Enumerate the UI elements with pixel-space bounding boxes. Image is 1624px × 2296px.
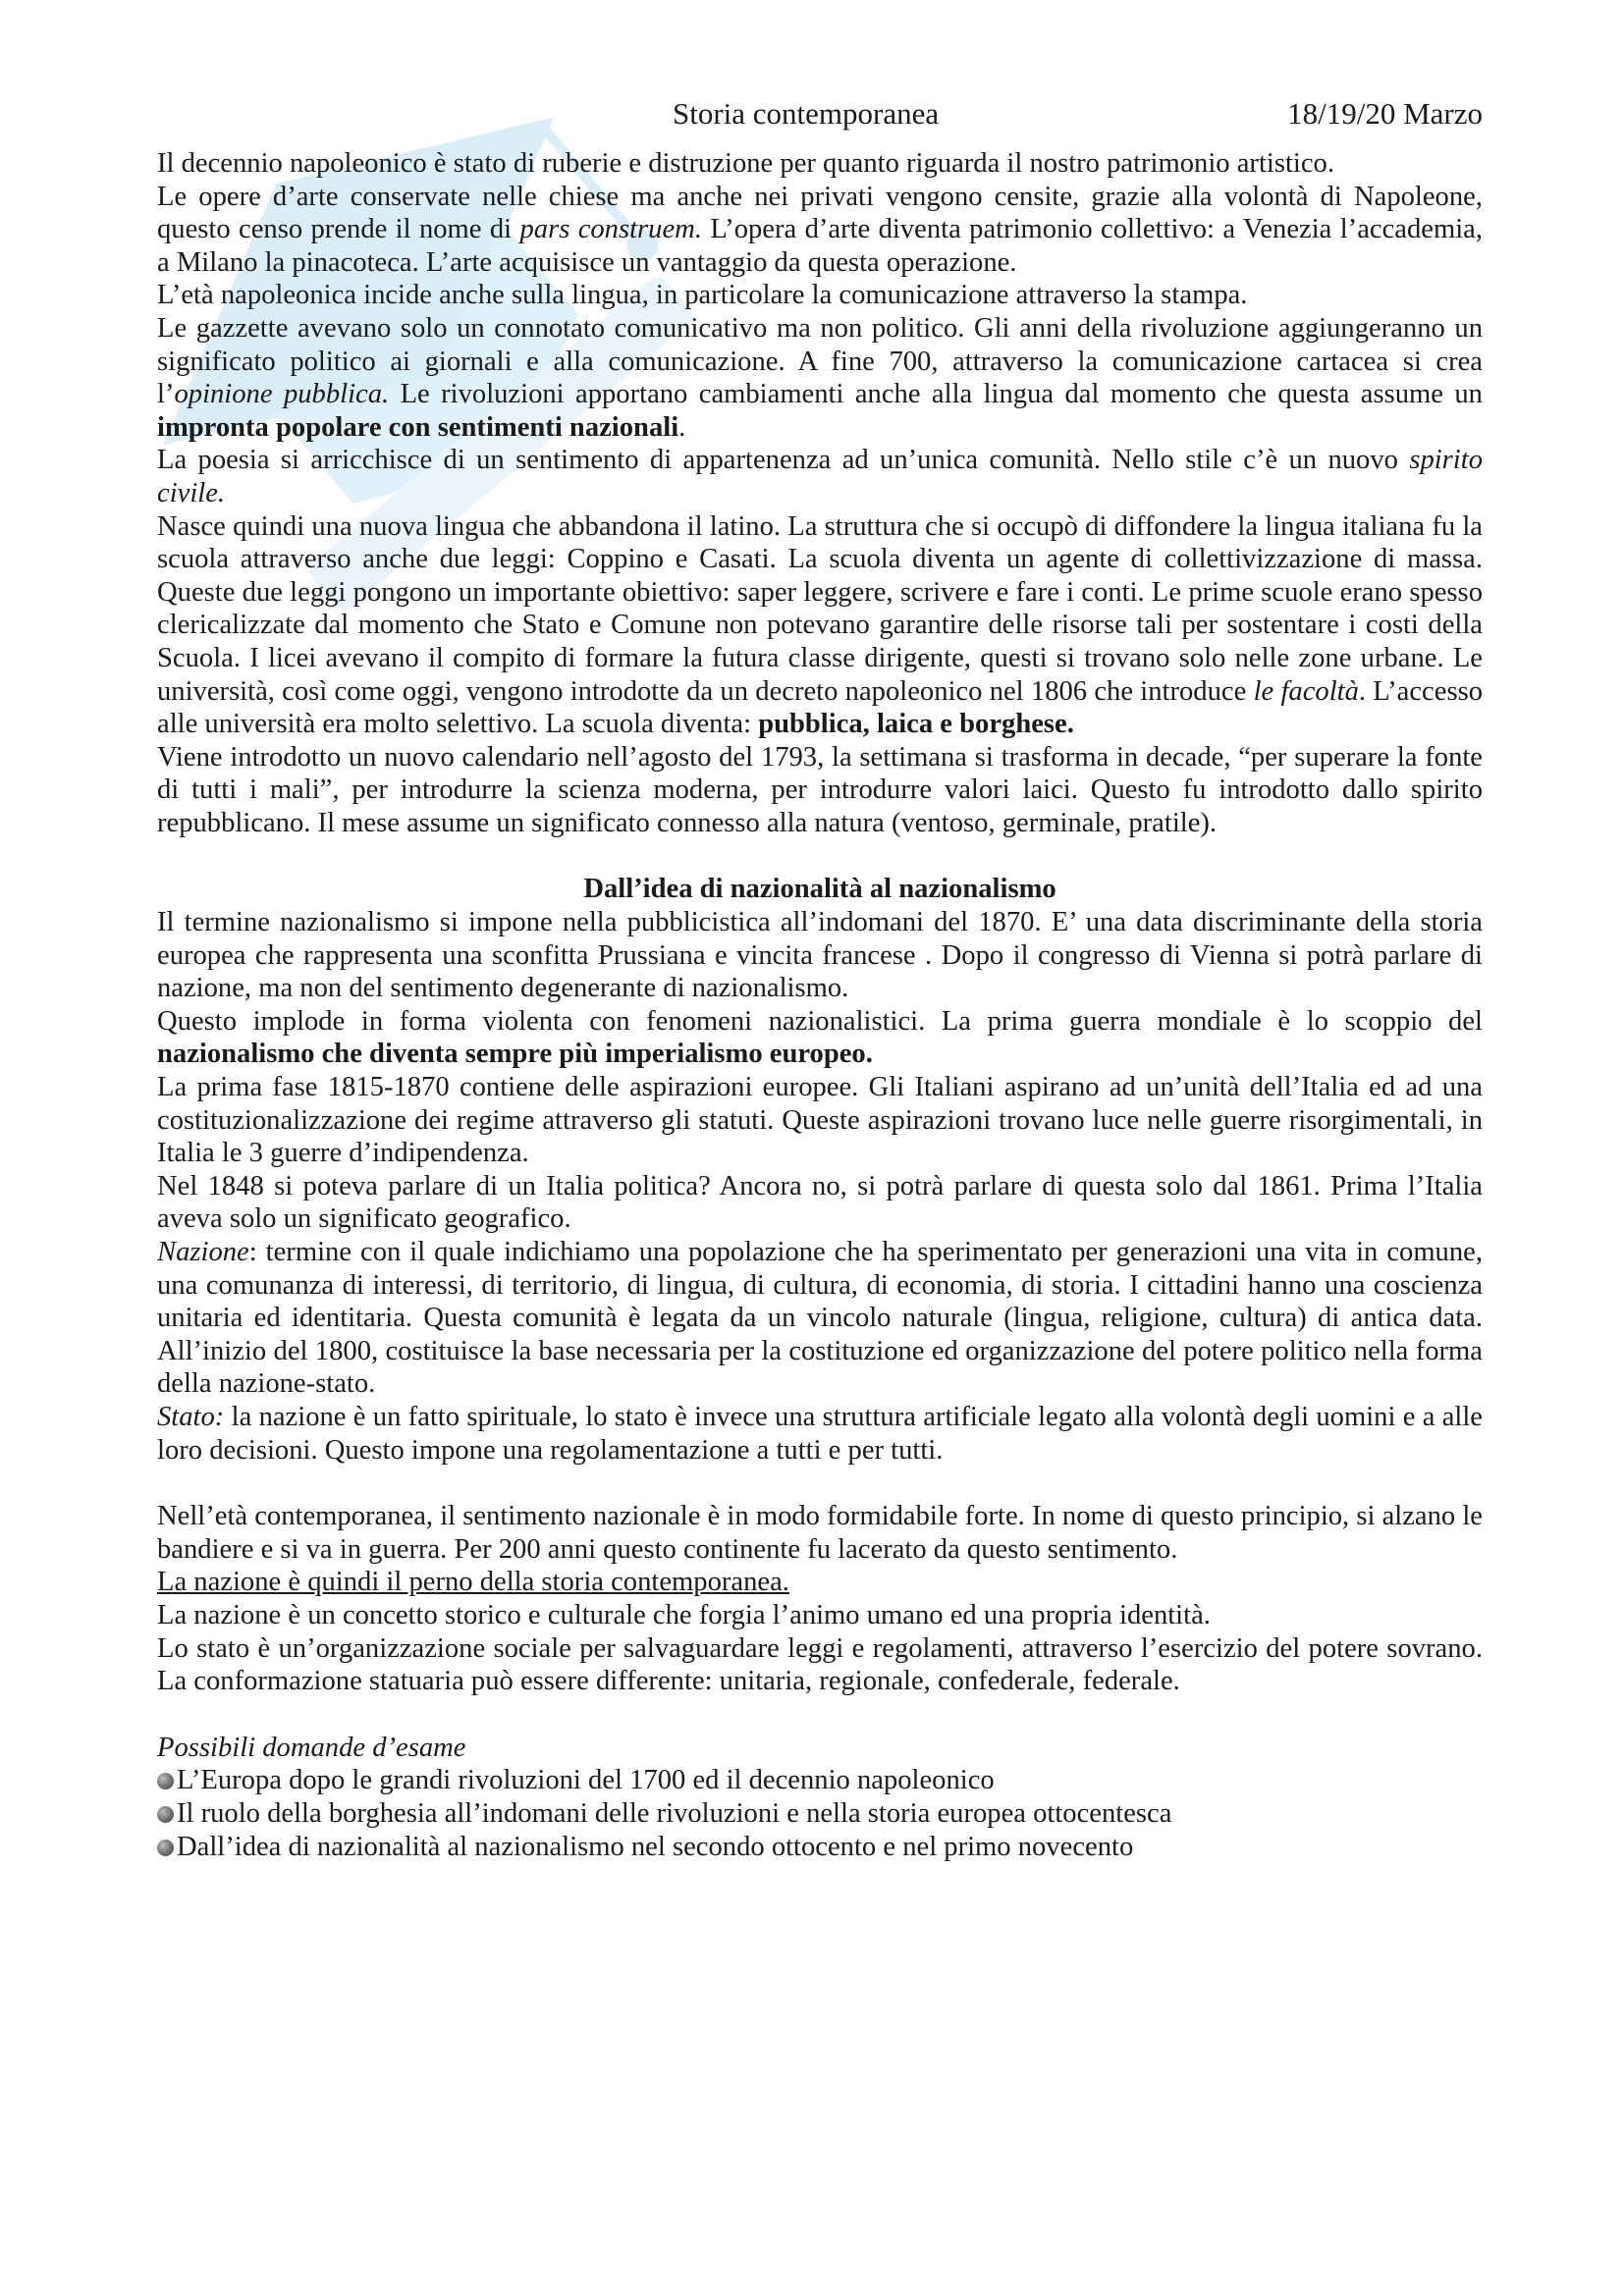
list-item xyxy=(157,1764,1483,1797)
spacer xyxy=(157,839,1483,873)
bold-text: pubblica, laica e borghese. xyxy=(758,709,1074,740)
paragraph-text: Nasce quindi una nuova lingua che abbandona il latino. La struttura che si occupò di diffondere la lingua italiana fu la scuola attraverso anche due leggi: Coppino e Casati. La scuola diventa un agente di collettivizzazione di massa. Queste due leggi pongono un importante obiettivo: saper leggere, scrivere e fare i conti. Le prime scuole erano spesso clericalizzate dal momento che Stato e Comune non potevano garantire delle risorse tali per sostentare i costi della Scuola. I licei avevano il compito di formare la futura classe dirigente, questi si trovano solo nelle zone urbane. Le università, così come oggi, vengono introdotte da un decreto napoleonico nel 1806 che introduce xyxy=(157,510,1483,707)
paragraph xyxy=(157,510,1483,741)
term-stato: Stato: xyxy=(157,1401,225,1432)
document-body xyxy=(157,147,1483,1863)
list-item xyxy=(157,1797,1483,1831)
paragraph: Nell’età contemporanea, il sentimento nazionale è in modo formidabile forte. In nome di questo principio, si alzano le bandiere e si va in guerra. Per 200 anni questo continente fu lacerato da questo sentimento. xyxy=(157,1501,1483,1565)
paragraph-text: Le opere d’arte conservate nelle chiese ma anche nei privati vengono censite, grazie alla volontà di Napoleone, questo censo prende il nome di xyxy=(157,181,1483,245)
bullet-icon xyxy=(157,1806,174,1823)
section-heading: Dall’idea di nazionalità al nazionalismo xyxy=(583,874,1056,905)
list-item-text: L’Europa dopo le grandi rivoluzioni del 1700 ed il decennio napoleonico xyxy=(177,1765,995,1796)
bold-text: nazionalismo che diventa sempre più imperialismo europeo. xyxy=(157,1039,873,1070)
paragraph-text: Le gazzette avevano solo un connotato comunicativo ma non politico. Gli anni della rivoluzione aggiungeranno un significato politico ai giornali e alla comunicazione. A fine 700, attraverso la comunicazione cartacea si crea l’ xyxy=(157,312,1483,410)
paragraph: L’età napoleonica incide anche sulla lingua, in particolare la comunicazione attraverso la stampa. xyxy=(157,280,1248,311)
paragraph: Il decennio napoleonico è stato di ruberie e distruzione per quanto riguarda il nostro patrimonio artistico. xyxy=(157,148,1334,179)
page-header xyxy=(157,96,1483,139)
underlined-text: La nazione è quindi il perno della storia contemporanea. xyxy=(157,1567,789,1598)
paragraph: Viene introdotto un nuovo calendario nell’agosto del 1793, la settimana si trasforma in decade, “per superare la fonte di tutti i mali”, per introdurre la scienza moderna, per introdurre valori laici. Questo fu introdotto dallo spirito repubblicano. Il mese assume un significato connesso alla natura (ventoso, germinale, pratile). xyxy=(157,741,1483,838)
paragraph: Il termine nazionalismo si impone nella pubblicistica all’indomani del 1870. E’ una data discriminante della storia europea che rappresenta una sconfitta Prussiana e vincita francese . Dopo il congresso di Vienna si potrà parlare di nazione, ma non del sentimento degenerante di nazionalismo. xyxy=(157,907,1483,1004)
emphasis-text: pars construem. xyxy=(519,214,702,245)
exam-questions-title: Possibili domande d’esame xyxy=(157,1732,466,1763)
paragraph: Lo stato è un’organizzazione sociale per salvaguardare leggi e regolamenti, attraverso l’esercizio del potere sovrano. La conformazione statuaria può essere differente: unitaria, regionale, confederale, federale. xyxy=(157,1632,1483,1697)
emphasis-text: spirito civile. xyxy=(157,445,1483,508)
paragraph xyxy=(157,1566,1483,1599)
bullet-icon xyxy=(157,1840,174,1856)
paragraph: La nazione è un concetto storico e culturale che forgia l’animo umano ed una propria identità. xyxy=(157,1599,1211,1630)
spacer xyxy=(157,1467,1483,1500)
paragraph: Nel 1848 si poteva parlare di un Italia politica? Ancora no, si potrà parlare di questa solo dal 1861. Prima l’Italia aveva solo un significato geografico. xyxy=(157,1170,1483,1235)
list-item xyxy=(157,1831,1483,1864)
paragraph: La prima fase 1815-1870 contiene delle aspirazioni europee. Gli Italiani aspirano ad un’unità dell’Italia ed ad una costituzionalizzazione dei regime attraverso gli statuti. Queste aspirazioni trovano luce nelle guerre risorgimentali, in Italia le 3 guerre d’indipendenza. xyxy=(157,1072,1483,1169)
paragraph-text: . xyxy=(678,411,686,443)
paragraph xyxy=(157,181,1483,280)
paragraph-text: . L’accesso alle università era molto selettivo. La scuola diventa: xyxy=(157,675,1483,740)
emphasis-text: le facoltà xyxy=(1253,675,1359,707)
paragraph-text: L’opera d’arte diventa patrimonio collettivo: a Venezia l’accademia, a Milano la pinacoteca. L’arte acquisisce un vantaggio da questa operazione. xyxy=(157,214,1483,278)
paragraph xyxy=(157,1005,1483,1071)
paragraph xyxy=(157,444,1483,509)
paragraph-text: : termine con il quale indichiamo una popolazione che ha sperimentato per generazioni una vita in comune, una comunanza di interessi, di territorio, di lingua, di cultura, di economia, di storia. I cittadini hanno una coscienza unitaria ed identitaria. Questa comunità è legata da un vincolo naturale (lingua, religione, cultura) di antica data. All’inizio del 1800, costituisce la base necessaria per la costituzione ed organizzazione del potere politico nella forma della nazione-stato. xyxy=(157,1237,1483,1400)
exam-questions-list xyxy=(157,1764,1483,1863)
paragraph xyxy=(157,1401,1483,1467)
emphasis-text: opinione pubblica. xyxy=(174,379,390,410)
bold-text: impronta popolare con sentimenti nazionali xyxy=(157,411,679,443)
paragraph-text: la nazione è un fatto spirituale, lo stato è invece una struttura artificiale legato alla volontà degli uomini e a alle loro decisioni. Questo impone una regolamentazione a tutti e per tutti. xyxy=(157,1401,1483,1466)
list-item-text: Dall’idea di nazionalità al nazionalismo nel secondo ottocento e nel primo novecento xyxy=(177,1831,1134,1862)
paragraph-text: Le rivoluzioni apportano cambiamenti anche alla lingua dal momento che questa assume un xyxy=(389,379,1483,410)
bullet-icon xyxy=(157,1773,174,1789)
term-nazione: Nazione xyxy=(157,1237,249,1267)
spacer xyxy=(157,1698,1483,1732)
paragraph xyxy=(157,312,1483,444)
header-date: 18/19/20 Marzo xyxy=(1287,96,1483,131)
paragraph-text: Questo implode in forma violenta con fenomeni nazionalistici. La prima guerra mondiale è lo scoppio del xyxy=(157,1005,1483,1037)
paragraph xyxy=(157,1236,1483,1401)
list-item-text: Il ruolo della borghesia all’indomani delle rivoluzioni e nella storia europea ottocentesca xyxy=(177,1797,1172,1829)
header-title: Storia contemporanea xyxy=(673,96,940,131)
paragraph-text: La poesia si arricchisce di un sentimento di appartenenza ad un’unica comunità. Nello stile c’è un nuovo xyxy=(157,445,1410,476)
